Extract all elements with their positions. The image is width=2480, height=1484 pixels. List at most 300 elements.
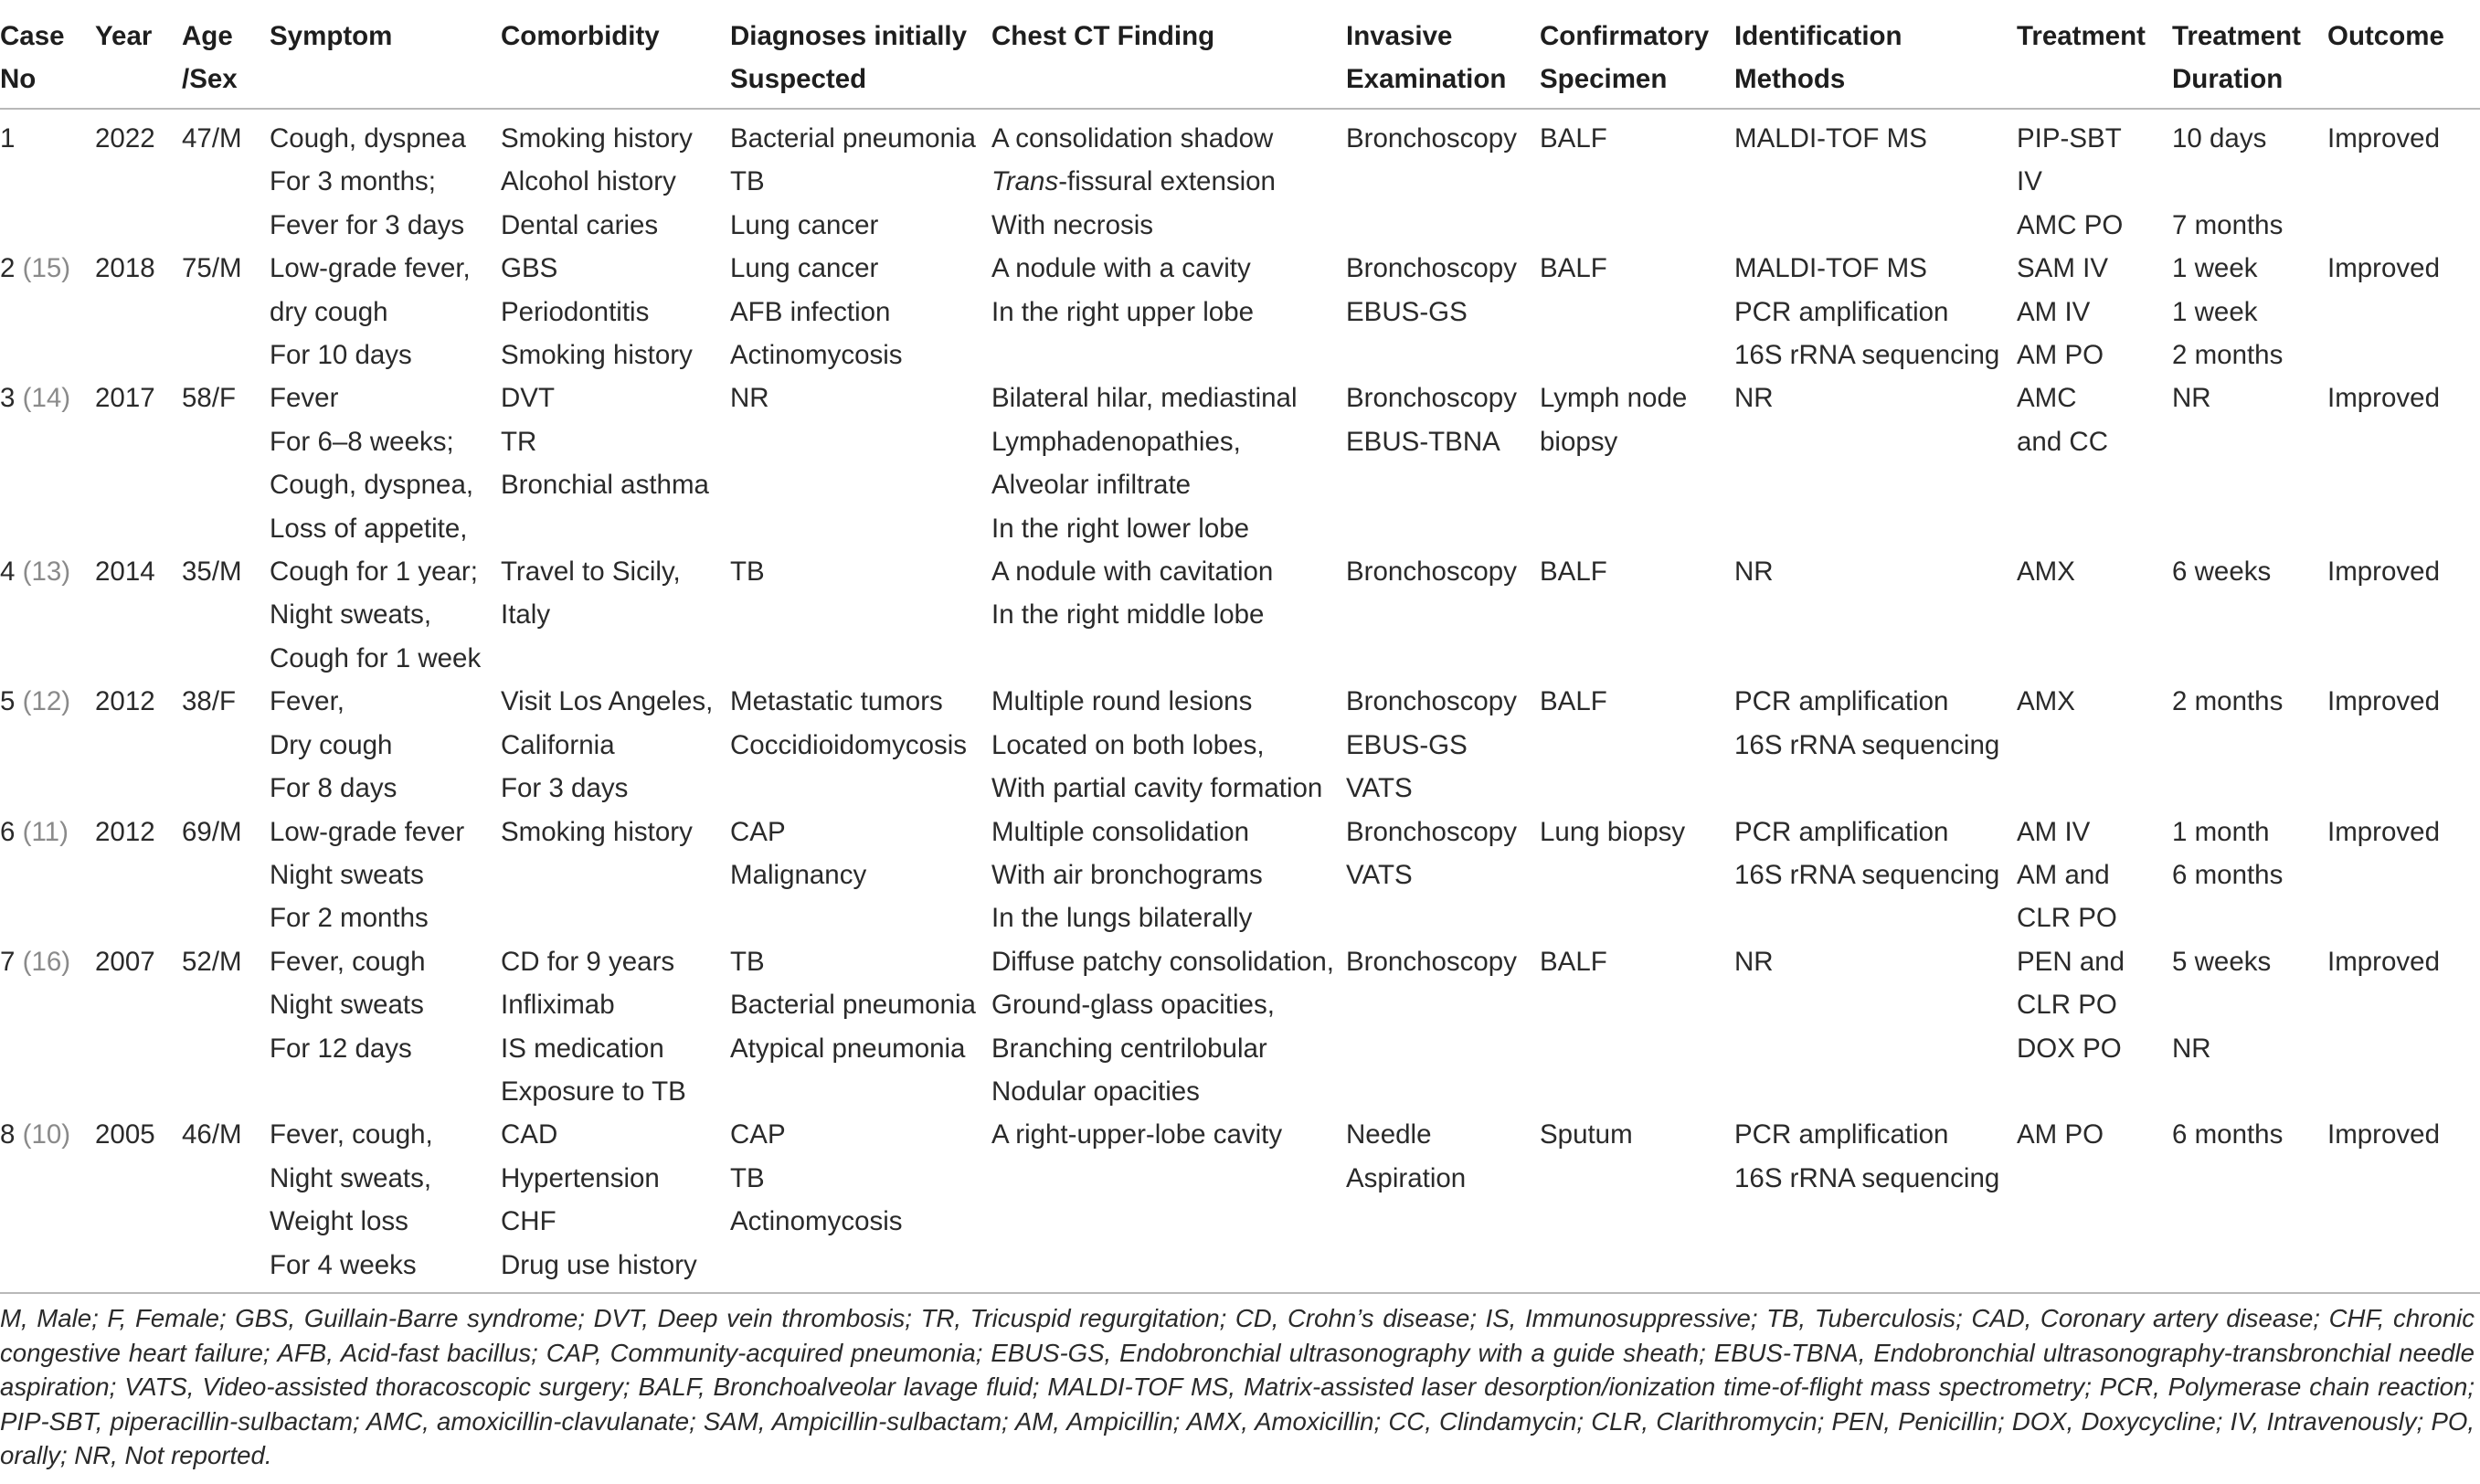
cell-line: A nodule with a cavity xyxy=(991,253,1251,284)
cell-line: CLR PO xyxy=(2017,990,2117,1021)
cell-line: A right-upper-lobe cavity xyxy=(991,1119,1283,1150)
column-header-symptom xyxy=(270,5,501,109)
column-header-treatment xyxy=(2017,5,2172,109)
case-number: 5 xyxy=(0,686,16,717)
cell-line: Bacterial pneumonia xyxy=(730,123,976,154)
cell-line: 16S rRNA sequencing xyxy=(1734,729,2000,760)
cell-line: Actinomycosis xyxy=(730,340,903,371)
column-header-text: Case xyxy=(0,21,65,51)
treatment-cell xyxy=(2017,940,2172,1114)
cell-line: Metastatic tumors xyxy=(730,686,943,717)
column-header-year xyxy=(95,5,182,109)
treatment-duration-cell xyxy=(2172,680,2327,810)
cell-line: VATS xyxy=(1346,859,1413,890)
cell-line: For 4 weeks xyxy=(270,1249,417,1280)
reference-link[interactable]: 14 xyxy=(31,383,62,414)
column-header-text: Examination xyxy=(1346,64,1507,94)
table-footnote: M, Male; F, Female; GBS, Guillain-Barre syndrome; DVT, Deep vein thrombosis; TR, Tricuspid regurgitation; CD, Crohn’s disease; IS, Immunosuppressive; TB, Tuberculosis; CAD, Coronary artery disease; CHF, chronic congestive heart failure; AFB, Acid-fast bacillus; CAP, Community-acquired pneumonia; EBUS-GS, Endobronchial ultrasonography with a guide sheath; EBUS-TBNA, Endobronchial ultrasonography-transbronchial needle aspiration; VATS, Video-assisted thoracoscopic surgery; BALF, Bronchoalveolar lavage fluid; MALDI-TOF MS, Matrix-assisted laser desorption/ionization time-of-flight mass spectrometry; PCR, Polymerase chain reaction; PIP-SBT, piperacillin-sulbactam; AMC, amoxicillin-clavulanate; SAM, Ampicillin-sulbactam; AM, Ampicillin; AMX, Amoxicillin; CC, Clindamycin; CLR, Clarithromycin; PEN, Penicillin; DOX, Doxycycline; IV, Intravenously; PO, orally; NR, Not reported. xyxy=(0,1304,2475,1470)
cell-line: 6 months xyxy=(2172,1119,2284,1150)
cell-line: CAP xyxy=(730,1119,786,1150)
ct-finding-cell xyxy=(991,1113,1346,1293)
cell-line: PCR amplification xyxy=(1734,686,1949,717)
outcome-cell: Improved xyxy=(2327,1113,2480,1293)
column-header-outcome xyxy=(2327,5,2480,109)
cell-line xyxy=(2172,160,2327,203)
confirmatory-specimen-cell xyxy=(1540,1113,1734,1293)
reference-close-paren: ) xyxy=(59,816,69,847)
cell-line: Drug use history xyxy=(501,1249,697,1280)
ct-finding-cell xyxy=(991,109,1346,247)
year-cell: 2014 xyxy=(95,556,155,588)
cell-line: Dry cough xyxy=(270,729,393,760)
comorbidity-cell xyxy=(501,1113,730,1293)
table-row xyxy=(0,109,2480,247)
comorbidity-cell xyxy=(501,109,730,247)
treatment-cell xyxy=(2017,811,2172,940)
cell-line: CHF xyxy=(501,1206,556,1237)
year-cell: 2018 xyxy=(95,253,155,284)
cell-line: TB xyxy=(730,166,765,197)
case-no-cell xyxy=(0,1113,95,1293)
reference-open-paren: ( xyxy=(15,253,32,284)
cell-line: Alcohol history xyxy=(501,166,676,197)
cell-line: Bacterial pneumonia xyxy=(730,990,976,1021)
diagnoses-cell xyxy=(730,376,991,550)
cell-line: Cough, dyspnea xyxy=(270,123,466,154)
invasive-examination-cell xyxy=(1346,109,1540,247)
cell-line: Exposure to TB xyxy=(501,1076,686,1107)
reference-link[interactable]: 12 xyxy=(31,686,62,717)
reference-link[interactable]: 13 xyxy=(31,556,62,588)
cell-line: EBUS-GS xyxy=(1346,729,1468,760)
case-no-cell xyxy=(0,247,95,376)
diagnoses-cell xyxy=(730,550,991,680)
identification-methods-cell xyxy=(1734,247,2017,376)
comorbidity-cell xyxy=(501,550,730,680)
year-cell: 2012 xyxy=(95,816,155,847)
cell-line: AMX xyxy=(2017,686,2075,717)
diagnoses-cell xyxy=(730,1113,991,1293)
age-sex-cell: 38/F xyxy=(182,686,237,717)
cell-line: Branching centrilobular xyxy=(991,1033,1267,1064)
treatment-duration-cell xyxy=(2172,811,2327,940)
cell-line: 1 month xyxy=(2172,816,2270,847)
ct-finding-cell xyxy=(991,376,1346,550)
case-number: 2 xyxy=(0,253,16,284)
cell-line: BALF xyxy=(1540,946,1607,977)
age-sex-cell: 35/M xyxy=(182,556,242,588)
cell-line: MALDI-TOF MS xyxy=(1734,253,1927,284)
cell-line: NR xyxy=(730,383,769,414)
comorbidity-cell xyxy=(501,376,730,550)
cell-line: AM IV xyxy=(2017,296,2091,327)
column-header-diagnoses xyxy=(730,5,991,109)
cell-line: Sputum xyxy=(1540,1119,1633,1150)
cell-line: 1 week xyxy=(2172,296,2258,327)
confirmatory-specimen-cell xyxy=(1540,109,1734,247)
cell-line: Bronchial asthma xyxy=(501,470,709,501)
symptom-cell xyxy=(270,109,501,247)
confirmatory-specimen-cell xyxy=(1540,376,1734,550)
cell-line: AM and xyxy=(2017,859,2110,890)
diagnoses-cell xyxy=(730,940,991,1114)
column-header-ct-finding xyxy=(991,5,1346,109)
column-header-text: Specimen xyxy=(1540,64,1668,94)
cell-line: CLR PO xyxy=(2017,903,2117,934)
cell-line: PIP-SBT xyxy=(2017,123,2122,154)
cell-line: For 8 days xyxy=(270,773,397,804)
symptom-cell xyxy=(270,1113,501,1293)
column-header-text: /Sex xyxy=(182,64,238,94)
identification-methods-cell xyxy=(1734,680,2017,810)
cell-line xyxy=(2172,983,2327,1026)
cell-line: Night sweats xyxy=(270,859,424,890)
cell-line: Malignancy xyxy=(730,859,867,890)
table-row xyxy=(0,550,2480,680)
cell-line: DVT xyxy=(501,383,555,414)
confirmatory-specimen-cell xyxy=(1540,940,1734,1114)
reference-open-paren: ( xyxy=(15,556,32,588)
year-cell: 2007 xyxy=(95,946,155,977)
cell-line: Fever for 3 days xyxy=(270,209,465,240)
cell-line: Travel to Sicily, xyxy=(501,556,681,588)
cell-line: Loss of appetite, xyxy=(270,513,468,544)
cell-line: BALF xyxy=(1540,686,1607,717)
reference-link[interactable]: 11 xyxy=(31,816,60,847)
cell-line: Bronchoscopy xyxy=(1346,686,1517,717)
invasive-examination-cell xyxy=(1346,247,1540,376)
reference-close-paren: ) xyxy=(61,383,71,414)
case-no-cell xyxy=(0,109,95,247)
confirmatory-specimen-cell xyxy=(1540,247,1734,376)
cell-line: TB xyxy=(730,1162,765,1193)
cell-line: Cough for 1 week xyxy=(270,642,482,673)
cell-line: Multiple round lesions xyxy=(991,686,1253,717)
cell-line: BALF xyxy=(1540,253,1607,284)
cell-line: Atypical pneumonia xyxy=(730,1033,966,1064)
cell-line: With necrosis xyxy=(991,209,1154,240)
case-number: 8 xyxy=(0,1119,16,1150)
symptom-cell xyxy=(270,940,501,1114)
column-header-treatment-duration xyxy=(2172,5,2327,109)
table-row xyxy=(0,1113,2480,1293)
reference-link[interactable]: 10 xyxy=(31,1119,62,1150)
invasive-examination-cell xyxy=(1346,680,1540,810)
cell-line: Low-grade fever, xyxy=(270,253,471,284)
cell-line: CAD xyxy=(501,1119,558,1150)
reference-open-paren: ( xyxy=(15,686,32,717)
comorbidity-cell xyxy=(501,680,730,810)
reference-open-paren: ( xyxy=(15,1119,32,1150)
case-number: 3 xyxy=(0,383,16,414)
table-row xyxy=(0,940,2480,1114)
age-sex-cell: 47/M xyxy=(182,123,242,154)
treatment-duration-cell xyxy=(2172,247,2327,376)
treatment-duration-cell xyxy=(2172,1113,2327,1293)
symptom-cell xyxy=(270,247,501,376)
cell-line: Cough, dyspnea, xyxy=(270,470,474,501)
cell-line: 10 days xyxy=(2172,123,2267,154)
column-header-text: Suspected xyxy=(730,64,867,94)
cell-line: GBS xyxy=(501,253,558,284)
cell-line: Bronchoscopy xyxy=(1346,123,1517,154)
column-header-text: Methods xyxy=(1734,64,1846,94)
case-no-cell xyxy=(0,811,95,940)
table-header-row xyxy=(0,5,2480,109)
table-row xyxy=(0,680,2480,810)
cell-line: 16S rRNA sequencing xyxy=(1734,1162,2000,1193)
treatment-cell xyxy=(2017,247,2172,376)
cell-line: IV xyxy=(2017,166,2042,197)
case-number: 4 xyxy=(0,556,16,588)
column-header-comorbidity xyxy=(501,5,730,109)
identification-methods-cell xyxy=(1734,376,2017,550)
outcome-cell: Improved xyxy=(2327,123,2440,154)
cell-line: Smoking history xyxy=(501,123,693,154)
diagnoses-cell xyxy=(730,247,991,376)
cell-line: NR xyxy=(2172,383,2211,414)
invasive-examination-cell xyxy=(1346,550,1540,680)
treatment-duration-cell xyxy=(2172,550,2327,680)
year-cell: 2017 xyxy=(95,383,155,414)
treatment-cell xyxy=(2017,1113,2172,1293)
cell-line: NR xyxy=(1734,946,1774,977)
cell-line: For 3 days xyxy=(501,773,629,804)
column-header-text: Age xyxy=(182,21,233,51)
column-header-text: Confirmatory xyxy=(1540,21,1710,51)
cell-line: Visit Los Angeles, xyxy=(501,686,714,717)
ct-finding-cell xyxy=(991,940,1346,1114)
cell-line: Cough for 1 year; xyxy=(270,556,478,588)
cell-line: NR xyxy=(1734,383,1774,414)
treatment-cell xyxy=(2017,376,2172,550)
table-row xyxy=(0,376,2480,550)
reference-open-paren: ( xyxy=(15,383,32,414)
case-number: 1 xyxy=(0,123,16,154)
table-row xyxy=(0,247,2480,376)
cell-line: Alveolar infiltrate xyxy=(991,470,1192,501)
cell-line: Smoking history xyxy=(501,816,693,847)
confirmatory-specimen-cell xyxy=(1540,811,1734,940)
cell-line: Lymphadenopathies, xyxy=(991,426,1241,457)
cell-line: 16S rRNA sequencing xyxy=(1734,340,2000,371)
table-row xyxy=(0,811,2480,940)
cell-line: CAP xyxy=(730,816,786,847)
cell-line: EBUS-TBNA xyxy=(1346,426,1500,457)
cell-line xyxy=(991,160,1346,203)
cell-line: In the right upper lobe xyxy=(991,296,1255,327)
cell-line: Bronchoscopy xyxy=(1346,383,1517,414)
cell-line: NR xyxy=(2172,1033,2211,1064)
identification-methods-cell xyxy=(1734,109,2017,247)
cell-line: 5 weeks xyxy=(2172,946,2272,977)
cell-line: With partial cavity formation xyxy=(991,773,1323,804)
diagnoses-cell xyxy=(730,109,991,247)
cell-line: Night sweats, xyxy=(270,599,432,631)
column-header-text: Treatment xyxy=(2172,21,2301,51)
age-sex-cell: 69/M xyxy=(182,816,242,847)
cell-line: EBUS-GS xyxy=(1346,296,1468,327)
cell-line: Hypertension xyxy=(501,1162,660,1193)
outcome-cell: Improved xyxy=(2327,556,2440,588)
case-no-cell xyxy=(0,680,95,810)
column-header-identification-methods xyxy=(1734,5,2017,109)
column-header-confirmatory-specimen xyxy=(1540,5,1734,109)
age-sex-cell: 52/M xyxy=(182,946,242,977)
cell-line: With air bronchograms xyxy=(991,859,1263,890)
treatment-duration-cell xyxy=(2172,940,2327,1114)
cell-line: VATS xyxy=(1346,773,1413,804)
identification-methods-cell xyxy=(1734,550,2017,680)
italic-prefix: Trans xyxy=(991,166,1059,197)
cell-line: TB xyxy=(730,556,765,588)
cell-line: Ground-glass opacities, xyxy=(991,990,1275,1021)
confirmatory-specimen-cell xyxy=(1540,550,1734,680)
cell-line: Diffuse patchy consolidation, xyxy=(991,946,1334,977)
identification-methods-cell xyxy=(1734,811,2017,940)
cell-line: PEN and xyxy=(2017,946,2125,977)
cell-line: PCR amplification xyxy=(1734,296,1949,327)
symptom-cell xyxy=(270,680,501,810)
cell-line: For 2 months xyxy=(270,903,429,934)
symptom-cell xyxy=(270,376,501,550)
ct-finding-cell xyxy=(991,550,1346,680)
cell-line: Bilateral hilar, mediastinal xyxy=(991,383,1298,414)
cell-line: Fever xyxy=(270,383,339,414)
column-header-text: No xyxy=(0,64,37,94)
column-header-age-sex xyxy=(182,5,270,109)
treatment-duration-cell xyxy=(2172,376,2327,550)
cell-line: AMC xyxy=(2017,383,2077,414)
invasive-examination-cell xyxy=(1346,1113,1540,1293)
column-header-text: Chest CT Finding xyxy=(991,21,1215,51)
cell-line: A consolidation shadow xyxy=(991,123,1274,154)
column-header-text: Diagnoses initially xyxy=(730,21,968,51)
cell-line: TB xyxy=(730,946,765,977)
reference-close-paren: ) xyxy=(61,556,71,588)
cell-line: 6 weeks xyxy=(2172,556,2272,588)
ct-finding-cell xyxy=(991,247,1346,376)
symptom-cell xyxy=(270,811,501,940)
cell-line: Fever, cough, xyxy=(270,1119,433,1150)
cell-line: SAM IV xyxy=(2017,253,2108,284)
invasive-examination-cell xyxy=(1346,811,1540,940)
cell-line: Night sweats, xyxy=(270,1162,432,1193)
cell-line: BALF xyxy=(1540,123,1607,154)
column-header-text: Treatment xyxy=(2017,21,2146,51)
cell-line: AMC PO xyxy=(2017,209,2124,240)
cell-line: In the lungs bilaterally xyxy=(991,903,1253,934)
cell-line: 2 months xyxy=(2172,686,2284,717)
outcome-cell: Improved xyxy=(2327,946,2440,977)
column-header-text: Symptom xyxy=(270,21,393,51)
comorbidity-cell xyxy=(501,247,730,376)
reference-close-paren: ) xyxy=(61,253,71,284)
cell-line: For 12 days xyxy=(270,1033,412,1064)
cell-line: Fever, cough xyxy=(270,946,426,977)
cell-line: AM PO xyxy=(2017,340,2104,371)
outcome-cell: Improved xyxy=(2327,686,2440,717)
identification-methods-cell xyxy=(1734,1113,2017,1293)
cell-line: 2 months xyxy=(2172,340,2284,371)
cell-line: Lung cancer xyxy=(730,253,879,284)
confirmatory-specimen-cell xyxy=(1540,680,1734,810)
case-number: 7 xyxy=(0,946,16,977)
cell-line: dry cough xyxy=(270,296,388,327)
cell-line: Bronchoscopy xyxy=(1346,816,1517,847)
cell-line: Coccidioidomycosis xyxy=(730,729,968,760)
column-header-text: Outcome xyxy=(2327,21,2444,51)
identification-methods-cell xyxy=(1734,940,2017,1114)
cell-line: In the right middle lobe xyxy=(991,599,1265,631)
cell-line: Low-grade fever xyxy=(270,816,465,847)
cell-line: Smoking history xyxy=(501,340,693,371)
treatment-cell xyxy=(2017,680,2172,810)
column-header-text: Invasive xyxy=(1346,21,1453,51)
symptom-cell xyxy=(270,550,501,680)
reference-open-paren: ( xyxy=(15,946,32,977)
year-cell: 2012 xyxy=(95,686,155,717)
age-sex-cell: 58/F xyxy=(182,383,237,414)
cell-line: Multiple consolidation xyxy=(991,816,1250,847)
cell-line: BALF xyxy=(1540,556,1607,588)
ct-finding-cell xyxy=(991,811,1346,940)
ct-finding-cell xyxy=(991,680,1346,810)
cell-line: 16S rRNA sequencing xyxy=(1734,859,2000,890)
cell-line: Lung cancer xyxy=(730,209,879,240)
case-no-cell xyxy=(0,940,95,1114)
cell-line: 6 months xyxy=(2172,859,2284,890)
cell-line: CD for 9 years xyxy=(501,946,675,977)
cell-line: Nodular opacities xyxy=(991,1076,1200,1107)
cell-line: Aspiration xyxy=(1346,1162,1467,1193)
cell-line: TR xyxy=(501,426,537,457)
cell-line: A nodule with cavitation xyxy=(991,556,1274,588)
cell-line: Located on both lobes, xyxy=(991,729,1265,760)
reference-link[interactable]: 15 xyxy=(31,253,62,284)
cell-line: AFB infection xyxy=(730,296,891,327)
case-no-cell xyxy=(0,550,95,680)
cell-line: AMX xyxy=(2017,556,2075,588)
cell-line: Lung biopsy xyxy=(1540,816,1686,847)
case-no-cell xyxy=(0,376,95,550)
cell-line: and CC xyxy=(2017,426,2109,457)
cell-line: DOX PO xyxy=(2017,1033,2122,1064)
comorbidity-cell xyxy=(501,811,730,940)
treatment-cell xyxy=(2017,109,2172,247)
age-sex-cell: 46/M xyxy=(182,1113,270,1293)
column-header-invasive-examination xyxy=(1346,5,1540,109)
cell-line: In the right lower lobe xyxy=(991,513,1250,544)
diagnoses-cell xyxy=(730,680,991,810)
cell-line: IS medication xyxy=(501,1033,664,1064)
cell-line: AM PO xyxy=(2017,1119,2104,1150)
year-cell: 2022 xyxy=(95,123,155,154)
outcome-cell: Improved xyxy=(2327,816,2440,847)
cell-line-rest: -fissural extension xyxy=(1058,166,1276,197)
column-header-text: Comorbidity xyxy=(501,21,660,51)
case-number: 6 xyxy=(0,816,16,847)
cell-line: MALDI-TOF MS xyxy=(1734,123,1927,154)
cell-line: biopsy xyxy=(1540,426,1618,457)
reference-link[interactable]: 16 xyxy=(31,946,62,977)
cell-line: PCR amplification xyxy=(1734,816,1949,847)
cell-line: PCR amplification xyxy=(1734,1119,1949,1150)
cell-line: Bronchoscopy xyxy=(1346,946,1517,977)
cell-line: Dental caries xyxy=(501,209,659,240)
cell-line: For 10 days xyxy=(270,340,412,371)
cell-line: California xyxy=(501,729,615,760)
